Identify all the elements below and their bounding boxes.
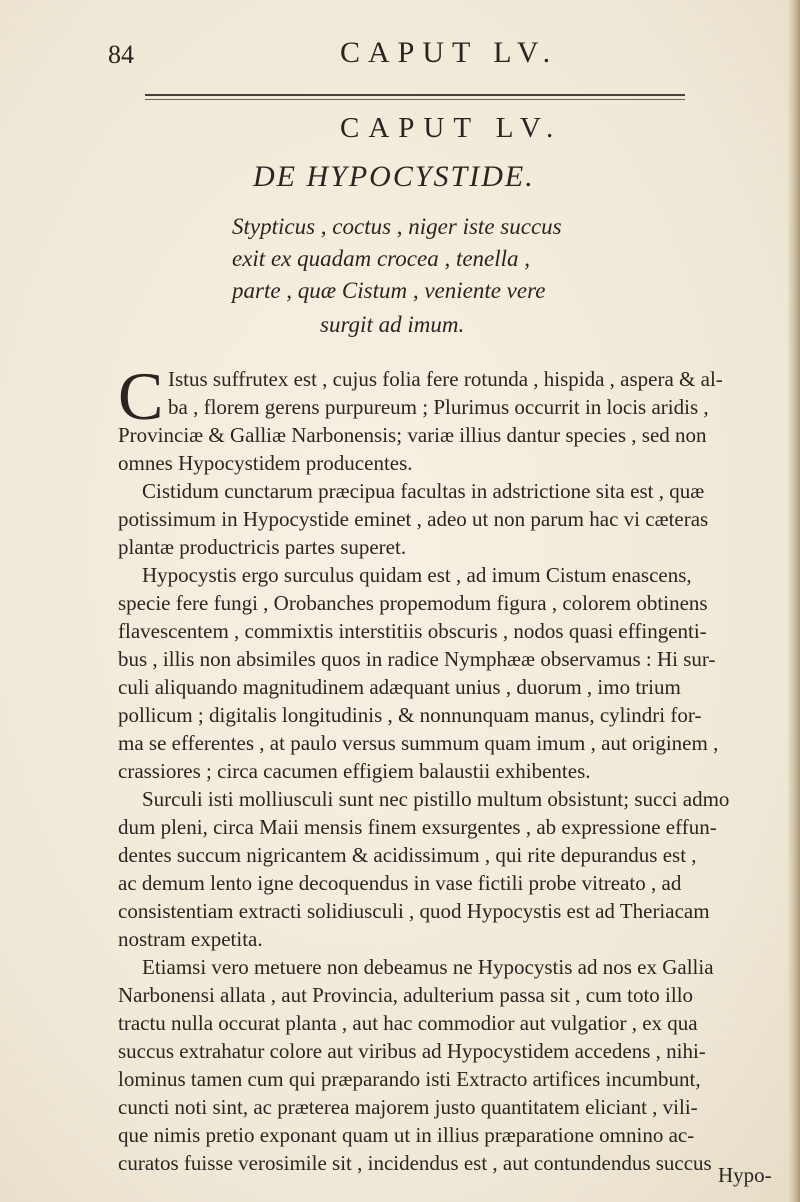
text-line: Surculi isti molliusculi sunt nec pistillo multum obsistunt; succi admo: [142, 787, 730, 811]
text-line: potissimum in Hypocystide eminet , adeo ut non parum hac vi cæteras: [118, 507, 709, 531]
drop-capital: C: [118, 358, 164, 434]
text-line: flavescentem , commixtis interstitiis obscuris , nodos quasi effingenti-: [118, 619, 707, 643]
catchword: Hypo-: [718, 1163, 772, 1187]
text-line: plantæ productricis partes superet.: [118, 535, 407, 559]
text-line: Istus suffrutex est , cujus folia fere rotunda , hispida , aspera & al-: [168, 367, 723, 391]
chapter-subtitle: DE HYPOCYSTIDE.: [253, 160, 535, 193]
text-line: tractu nulla occurat planta , aut hac commodior aut vulgatior , ex qua: [118, 1011, 698, 1035]
text-line: culi aliquando magnitudinem adæquant unius , duorum , imo trium: [118, 675, 681, 699]
text-line: nostram expetita.: [118, 927, 263, 951]
text-line: que nimis pretio exponant quam ut in illius præparatione omnino ac-: [118, 1123, 695, 1147]
running-head: CAPUT LV.: [340, 36, 559, 69]
text-line: curatos fuisse verosimile sit , incidendus est , aut contundendus succus: [118, 1151, 712, 1175]
verse-line: surgit ad imum.: [320, 312, 465, 337]
text-line: dum pleni, circa Maii mensis finem exsurgentes , ab expressione effun-: [118, 815, 717, 839]
text-line: bus , illis non absimiles quos in radice Nymphææ observamus : Hi sur-: [118, 647, 716, 671]
text-line: succus extrahatur colore aut viribus ad Hypocystidem accedens , nihi-: [118, 1039, 706, 1063]
text-line: crassiores ; circa cacumen effigiem balaustii exhibentes.: [118, 759, 591, 783]
page-edge: [788, 0, 800, 1202]
text-line: pollicum ; digitalis longitudinis , & nonnunquam manus, cylindri for-: [118, 703, 702, 727]
text-line: ac demum lento igne decoquendus in vase fictili probe vitreato , ad: [118, 871, 682, 895]
verse-line: parte , quæ Cistum , veniente vere: [232, 278, 546, 303]
text-line: Hypocystis ergo surculus quidam est , ad imum Cistum enascens,: [142, 563, 692, 587]
text-line: specie fere fungi , Orobanches propemodum figura , colorem obtinens: [118, 591, 708, 615]
text-line: dentes succum nigricantem & acidissimum , qui rite depurandus est ,: [118, 843, 697, 867]
text-line: Cistidum cunctarum præcipua facultas in adstrictione sita est , quæ: [142, 479, 705, 503]
page-number: 84: [108, 40, 134, 69]
text-line: ba , florem gerens purpureum ; Plurimus occurrit in locis aridis ,: [168, 395, 709, 419]
text-line: lominus tamen cum qui præparando isti Extracto artifices incumbunt,: [118, 1067, 701, 1091]
chapter-title: CAPUT LV.: [340, 112, 563, 144]
text-line: consistentiam extracti solidiusculi , quod Hypocystis est ad Theriacam: [118, 899, 710, 923]
header-rule-thin: [145, 99, 685, 100]
text-line: Etiamsi vero metuere non debeamus ne Hypocystis ad nos ex Gallia: [142, 955, 714, 979]
text-line: ma se efferentes , at paulo versus summum quam imum , aut originem ,: [118, 731, 719, 755]
text-line: cuncti noti sint, ac præterea majorem justo quantitatem eliciant , vili-: [118, 1095, 698, 1119]
verse-line: Stypticus , coctus , niger iste succus: [232, 214, 562, 239]
verse-line: exit ex quadam crocea , tenella ,: [232, 246, 531, 271]
text-line: Narbonensi allata , aut Provincia, adulterium passa sit , cum toto illo: [118, 983, 694, 1007]
text-line: omnes Hypocystidem producentes.: [118, 451, 413, 475]
header-rule: [145, 94, 685, 96]
text-line: Provinciæ & Galliæ Narbonensis; variæ illius dantur species , sed non: [118, 423, 707, 447]
